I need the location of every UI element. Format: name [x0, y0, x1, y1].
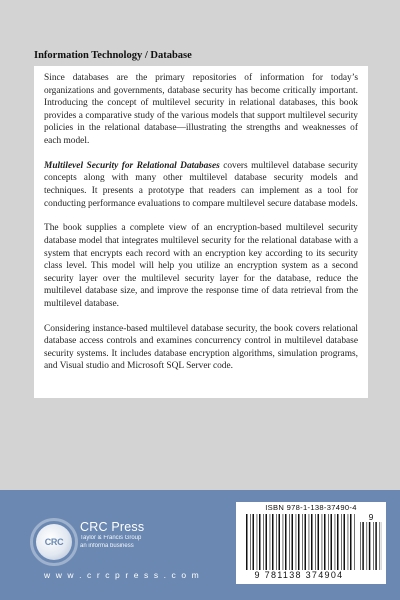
barcode-bar [362, 522, 364, 570]
barcode-bar [257, 514, 258, 572]
barcode-bar [348, 514, 349, 572]
barcode-bar [350, 514, 352, 572]
barcode-bar [302, 514, 303, 572]
barcode-bar [285, 514, 287, 572]
barcode-addon-bars [360, 522, 382, 570]
barcode-bar [253, 514, 255, 572]
barcode-bar [263, 514, 264, 572]
barcode-bar [354, 514, 355, 572]
barcode-addon-digit: 9 [368, 512, 374, 522]
barcode-bar [289, 514, 290, 572]
barcode-bar [309, 514, 310, 572]
publisher-block [80, 520, 144, 550]
barcode-bar [324, 514, 326, 572]
publisher-group: Taylor & Francis Group [80, 535, 142, 541]
blurb-paragraph-2-text: covers multilevel database security concepts along with many other multilevel database security models and techniques. It presents a prototype that readers can implement as a tool for conducting performance evaluations to compare multilevel secure database models. [44, 160, 358, 209]
publisher-website: w w w . c r c p r e s s . c o m [44, 570, 201, 580]
barcode-bar [246, 514, 248, 572]
crc-logo-text: CRC [44, 537, 64, 547]
barcode-bars [246, 514, 356, 572]
crc-logo [36, 524, 72, 560]
barcode-bar [369, 522, 371, 570]
back-cover-blurb [34, 66, 368, 398]
blurb-paragraph-1: Since databases are the primary repositories of information for today’s organizations and governments, database security has become critically important. Introducing the concept of multilevel security in relational databases, this book provides a comparative study of the various models that support multilevel security policies in the relational database—illustrating the strengths and weaknesses of each model. [44, 73, 358, 146]
barcode-bar [311, 514, 313, 572]
barcode-bar [298, 514, 300, 572]
barcode-bar [375, 522, 377, 570]
category-label: Information Technology / Database [34, 50, 192, 61]
barcode-bar [373, 522, 374, 570]
book-title: Multilevel Security for Relational Databases [44, 160, 220, 171]
barcode-bar [335, 514, 336, 572]
barcode-bar [331, 514, 333, 572]
barcode-bar [292, 514, 294, 572]
barcode-bar [341, 514, 342, 572]
barcode-bar [367, 522, 368, 570]
barcode-bar [344, 514, 346, 572]
barcode-bar [276, 514, 277, 572]
barcode-bar [337, 514, 339, 572]
barcode-bar [270, 514, 271, 572]
barcode-bar [380, 522, 381, 570]
barcode-bar [318, 514, 320, 572]
barcode-bar [266, 514, 268, 572]
barcode-bar [259, 514, 261, 572]
isbn-label: ISBN 978-1-138-37490-4 [265, 503, 357, 512]
publisher-tagline: an informa business [80, 543, 134, 549]
barcode-bar [279, 514, 281, 572]
blurb-paragraph-3: The book supplies a complete view of an encryption-based multilevel security database model that integrates multilevel security for the relational database with a system that encrypts each record with an encryption key according to its security class level. This model will help you utilize an encryption system as a second security layer over the multilevel security layer for the database, reduce the multilevel database size, and improve the response time of data retrieval from the multilevel database. [44, 223, 358, 309]
barcode-bar [360, 522, 361, 570]
barcode-bar [328, 514, 329, 572]
barcode-bar [315, 514, 316, 572]
barcode-bar [283, 514, 284, 572]
publisher-name: CRC Press [80, 520, 145, 534]
barcode-bar [272, 514, 274, 572]
barcode-bar [322, 514, 323, 572]
barcode-bar [250, 514, 251, 572]
barcode-number: 9 781138 374904 [236, 570, 362, 580]
barcode-bar [296, 514, 297, 572]
blurb-paragraph-4: Considering instance-based multilevel database security, the book covers relational database access controls and examines concurrency control in multilevel database security systems. It includes database encryption algorithms, simulation programs, and Visual studio and Microsoft SQL Server code. [44, 323, 358, 372]
blurb-paragraph-2 [44, 160, 358, 210]
barcode-bar [305, 514, 307, 572]
